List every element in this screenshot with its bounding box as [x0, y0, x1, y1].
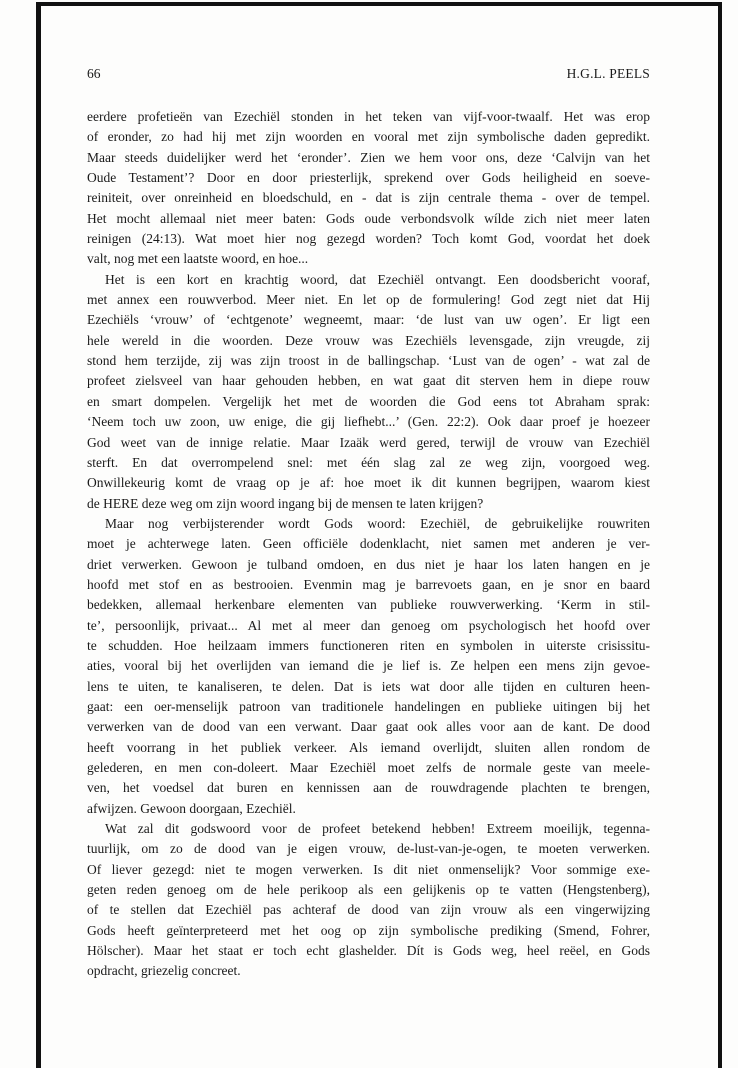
text-line: Of liever gezegd: niet te mogen verwerken. Is dit niet onmenselijk? Voor sommige exe-: [87, 861, 650, 877]
text-line: moet je achterwege laten. Geen officiële dodenklacht, niet samen met anderen je ver-: [87, 536, 650, 552]
body-text: [87, 107, 650, 982]
text-line: hele wereld in die woorden. Deze vrouw was Ezechiëls levensgade, zijn vreugde, zij: [87, 332, 650, 348]
text-line: Onwillekeurig komt de vraag op je af: hoe moet ik dit kunnen begrijpen, waarom kiest: [87, 475, 650, 491]
text-line: geten reden genoeg om de hele perikoop als een gelijkenis op te vatten (Hengstenberg),: [87, 882, 650, 898]
text-line: en smart dompelen. Vergelijk het met de woorden die God eens tot Abraham sprak:: [87, 393, 650, 409]
text-line: God weet van de innige relatie. Maar Izaäk werd gered, terwijl de vrouw van Ezechiël: [87, 434, 650, 450]
text-line: verwerken van de dood van een verwant. Daar gaat ook alles voor aan de kant. De dood: [87, 719, 650, 735]
text-line: Oude Testament’? Door en door priesterlijk, sprekend over Gods heiligheid en soeve-: [87, 170, 650, 186]
scan-border-right: [718, 2, 722, 1068]
text-line: profeet zielsveel van haar gehouden hebben, en wat gaat dit sterven hem in diepe rouw: [87, 373, 650, 389]
running-head: H.G.L. PEELS: [566, 66, 650, 81]
text-line: afwijzen. Gewoon doorgaan, Ezechiël.: [87, 800, 296, 816]
text-line: sterft. En dat overrompelend snel: met één slag zal ze weg zijn, voorgoed weg.: [87, 454, 650, 470]
text-line: reinigen (24:13). Wat moet hier nog gezegd worden? Toch komt God, voordat het doek: [87, 231, 650, 247]
text-line: tuurlijk, om zo de dood van je eigen vrouw, de-lust-van-je-ogen, te moeten verwerken.: [87, 841, 650, 857]
text-line: ‘Neem toch uw zoon, uw enige, die gij liefhebt...’ (Gen. 22:2). Ook daar proef je hoezeer: [87, 414, 650, 430]
text-line: Het mocht allemaal niet meer baten: Gods oude verbondsvolk wílde zich niet meer laten: [87, 210, 650, 226]
text-line: Ezechiëls ‘vrouw’ of ‘echtgenote’ wegneemt, maar: ‘de lust van uw ogen’. Er ligt een: [87, 312, 650, 328]
text-line: bedekken, allemaal herkenbare elementen van publieke rouwverwerking. ‘Kerm in stil-: [87, 597, 650, 613]
text-line: ven, het voedsel dat buren en kennissen aan de rouwdragende plachten te brengen,: [87, 780, 650, 796]
scan-border-left: [36, 2, 41, 1068]
text-line: Maar steeds duidelijker werd het ‘eronder’. Zien we hem voor ons, deze ‘Calvijn van het: [87, 149, 650, 165]
text-line: gelederen, en men con-doleert. Maar Ezechiël moet zelfs de normale geste van meele-: [87, 760, 650, 775]
text-line: driet verwerken. Gewoon je tulband omdoen, en dus niet je haar los laten hangen en je: [87, 556, 650, 572]
text-line: of eronder, zo had hij met zijn woorden en vooral met zijn symbolische daden gepredikt.: [87, 129, 650, 145]
text-line: Wat zal dit godswoord voor de profeet betekend hebben! Extreem moeilijk, tegenna-: [105, 821, 650, 837]
text-line: Het is een kort en krachtig woord, dat Ezechiël ontvangt. Een doodsbericht vooraf,: [105, 271, 650, 287]
page-number: 66: [87, 66, 101, 81]
text-line: of te stellen dat Ezechiël pas achteraf de dood van zijn vrouw als een vingerwijzing: [87, 902, 650, 918]
text-line: de HERE deze weg om zijn woord ingang bij de mensen te laten krijgen?: [87, 495, 484, 511]
text-line: stond hem terzijde, zij was zijn troost in de ballingschap. ‘Lust van de ogen’ - wat zal de: [87, 353, 650, 369]
text-line: Maar nog verbijsterender wordt Gods woord: Ezechiël, de gebruikelijke rouwriten: [105, 515, 650, 531]
text-line: heeft voorrang in het publiek verkeer. Als iemand overlijdt, sluiten allen rondom de: [87, 739, 650, 755]
text-line: hoofd met stof en as bestrooien. Evenmin mag je barrevoets gaan, en je snor en baard: [87, 576, 650, 592]
text-line: reiniteit, over onreinheid en bloedschuld, en - dat is zijn centrale thema - over de tempel.: [87, 190, 650, 206]
scan-border-top: [36, 2, 722, 6]
text-line: eerdere profetieën van Ezechiël stonden in het teken van vijf-voor-twaalf. Het was erop: [87, 109, 650, 124]
text-line: Gods heeft geïnterpreteerd met het oog op zijn symbolische prediking (Smend, Fohrer,: [87, 922, 650, 938]
text-line: te schudden. Hoe heilzaam immers functioneren riten en symbolen in uiterste crisissitu-: [87, 637, 650, 653]
text-line: lens te uiten, te kanaliseren, te delen. Dat is iets wat door alle tijden en culturen heen-: [87, 678, 650, 694]
text-line: te’, persoonlijk, privaat... Al met al meer dan genoeg om psychologisch het hoofd over: [87, 617, 650, 633]
text-line: gaat: een oer-menselijk patroon van traditionele handelingen en publieke uitingen bij het: [87, 698, 650, 714]
text-line: Hölscher). Maar het staat er toch echt glashelder. Dít is Gods weg, heel reëel, en Gods: [87, 943, 650, 959]
text-line: opdracht, griezelig concreet.: [87, 963, 241, 979]
text-line: valt, nog met een laatste woord, en hoe...: [87, 251, 309, 267]
text-line: aties, vooral bij het overlijden van iemand die je lief is. Ze helpen een mens zijn gevoe-: [87, 658, 650, 674]
text-line: met annex een rouwverbod. Meer niet. En let op de formulering! God zegt niet dat Hij: [87, 292, 650, 308]
